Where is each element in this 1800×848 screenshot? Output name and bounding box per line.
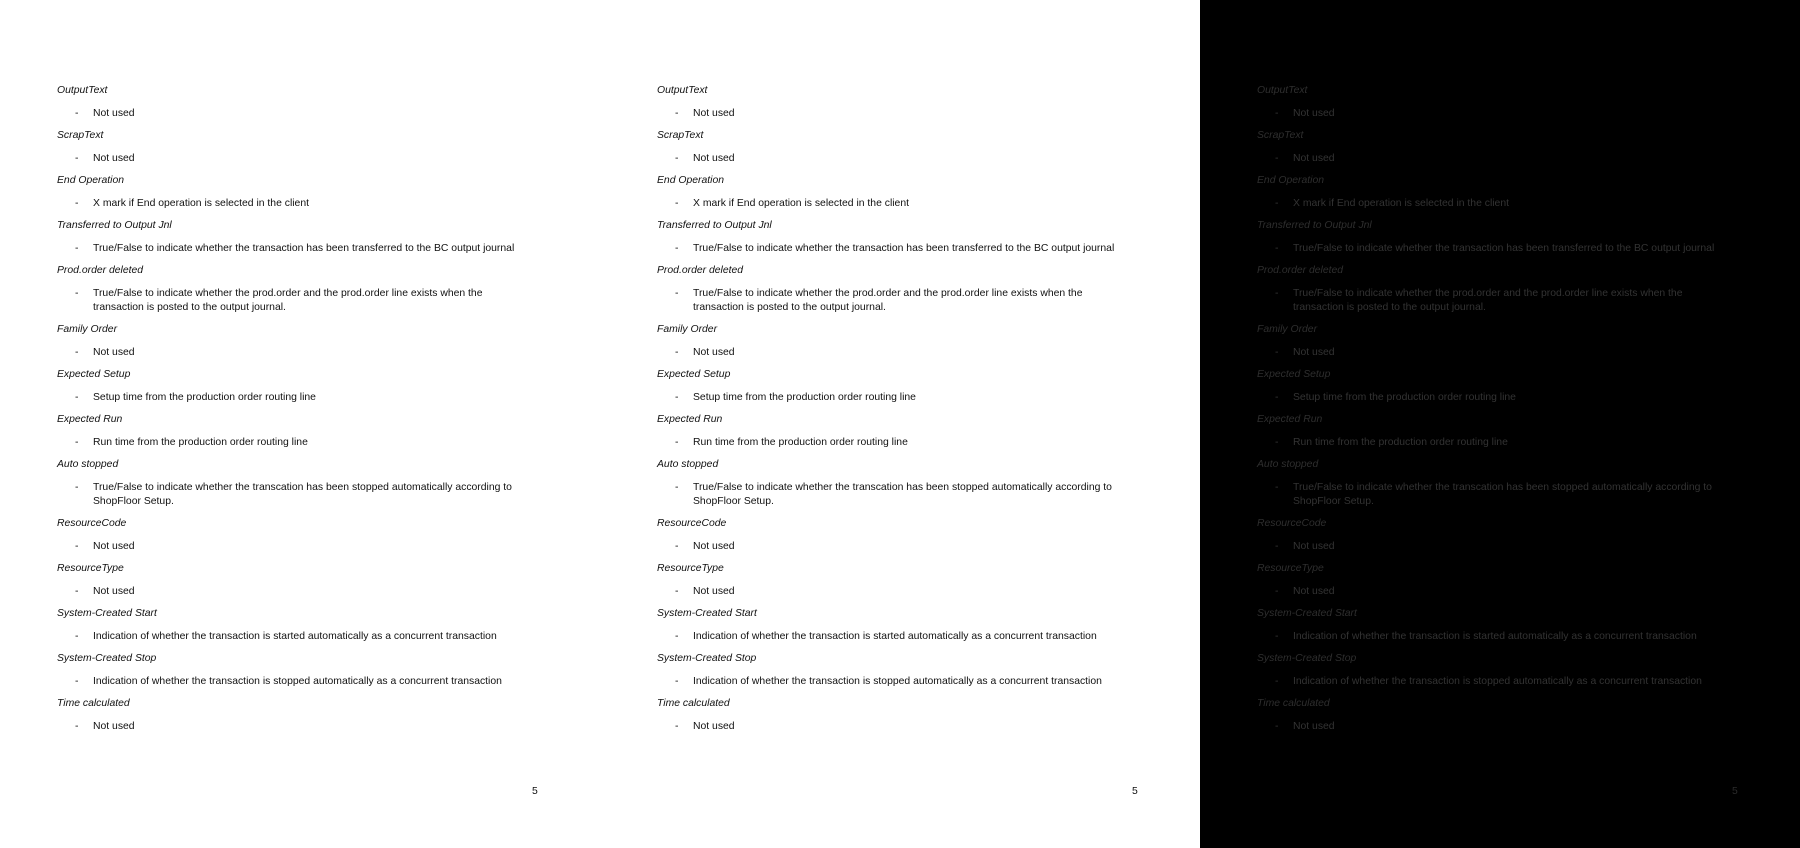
definition-entry: [657, 697, 1157, 734]
definition-entry: [657, 264, 1157, 315]
definition-term: System-Created Stop: [57, 653, 157, 664]
description-text: Not used: [1293, 585, 1335, 597]
description-text: Setup time from the production order routing line: [1293, 391, 1516, 403]
definition-description: [57, 630, 533, 644]
definition-description: [657, 720, 1133, 734]
definition-description: [1257, 346, 1733, 360]
definition-description: [57, 346, 533, 360]
dash-bullet: -: [675, 346, 679, 358]
description-text: True/False to indicate whether the transcation has been stopped automatically according to ShopFloor Setup.: [93, 481, 512, 507]
definition-term: System-Created Start: [657, 608, 757, 619]
description-text: True/False to indicate whether the prod.order and the prod.order line exists when the transaction is posted to the output journal.: [1293, 287, 1683, 313]
definition-description: [657, 481, 1133, 509]
description-text: Run time from the production order routing line: [1293, 436, 1508, 448]
definition-term: Expected Setup: [57, 369, 131, 380]
description-text: True/False to indicate whether the transaction has been transferred to the BC output journal: [1293, 242, 1715, 254]
description-text: Not used: [93, 346, 135, 358]
description-text: True/False to indicate whether the transcation has been stopped automatically according to ShopFloor Setup.: [693, 481, 1112, 507]
dash-bullet: -: [1275, 107, 1279, 119]
definition-term: Expected Setup: [657, 369, 731, 380]
definition-entry: [657, 413, 1157, 450]
definition-entry: [57, 562, 557, 599]
description-text: True/False to indicate whether the transcation has been stopped automatically according to ShopFloor Setup.: [1293, 481, 1712, 507]
definition-term: Transferred to Output Jnl: [657, 220, 772, 231]
dash-bullet: -: [75, 675, 79, 687]
definition-description: [57, 391, 533, 405]
dash-bullet: -: [75, 152, 79, 164]
description-text: X mark if End operation is selected in the client: [693, 197, 910, 209]
definition-description: [657, 585, 1133, 599]
definition-entry: [657, 458, 1157, 509]
definition-term: ResourceType: [1257, 563, 1324, 574]
dash-bullet: -: [75, 436, 79, 448]
definition-description: [57, 287, 533, 315]
definition-term: System-Created Stop: [1257, 653, 1357, 664]
dash-bullet: -: [1275, 436, 1279, 448]
definition-term: End Operation: [57, 175, 125, 186]
description-text: Indication of whether the transaction is started automatically as a concurrent transaction: [93, 630, 497, 642]
definition-term: Auto stopped: [1257, 459, 1319, 470]
definition-entry: [657, 129, 1157, 166]
definition-entry: [1257, 174, 1757, 211]
definition-entry: [1257, 264, 1757, 315]
definition-entry: [657, 174, 1157, 211]
description-text: Not used: [693, 720, 735, 732]
definition-description: [657, 242, 1133, 256]
description-text: Run time from the production order routing line: [693, 436, 908, 448]
dash-bullet: -: [675, 287, 679, 299]
definition-term: ResourceCode: [1257, 518, 1327, 529]
definition-entry: [1257, 368, 1757, 405]
definition-description: [657, 107, 1133, 121]
dash-bullet: -: [675, 540, 679, 552]
dash-bullet: -: [75, 481, 79, 493]
dash-bullet: -: [1275, 346, 1279, 358]
definition-entry: [1257, 517, 1757, 554]
definition-entry: [1257, 413, 1757, 450]
definition-entry: [57, 219, 557, 256]
definition-description: [57, 481, 533, 509]
dash-bullet: -: [1275, 675, 1279, 687]
definition-term: ScrapText: [1257, 130, 1304, 141]
dash-bullet: -: [675, 481, 679, 493]
definition-entry: [57, 697, 557, 734]
definition-term: System-Created Start: [57, 608, 157, 619]
dash-bullet: -: [75, 720, 79, 732]
definition-description: [657, 287, 1133, 315]
description-text: Indication of whether the transaction is stopped automatically as a concurrent transaction: [1293, 675, 1702, 687]
definition-term: ResourceCode: [57, 518, 127, 529]
description-text: Not used: [693, 540, 735, 552]
definition-entry: [57, 413, 557, 450]
definition-description: [57, 540, 533, 554]
description-text: Not used: [693, 585, 735, 597]
definition-description: [1257, 197, 1733, 211]
definition-term: Time calculated: [57, 698, 130, 709]
definition-term: Family Order: [657, 324, 718, 335]
page-number: 5: [1732, 786, 1738, 797]
definition-description: [657, 675, 1133, 689]
definition-term: Time calculated: [1257, 698, 1330, 709]
description-text: Setup time from the production order routing line: [693, 391, 916, 403]
dash-bullet: -: [675, 391, 679, 403]
definition-description: [57, 197, 533, 211]
definition-description: [657, 540, 1133, 554]
definition-entry: [1257, 607, 1757, 644]
definition-list: [1257, 84, 1757, 742]
dash-bullet: -: [1275, 391, 1279, 403]
definition-entry: [657, 607, 1157, 644]
description-text: Not used: [1293, 540, 1335, 552]
definition-description: [657, 152, 1133, 166]
description-text: Not used: [693, 152, 735, 164]
definition-term: Expected Run: [57, 414, 123, 425]
definition-entry: [1257, 323, 1757, 360]
definition-term: OutputText: [657, 85, 708, 96]
description-text: Not used: [1293, 152, 1335, 164]
definition-description: [1257, 152, 1733, 166]
dash-bullet: -: [675, 242, 679, 254]
definition-entry: [57, 368, 557, 405]
definition-term: End Operation: [657, 175, 725, 186]
definition-description: [1257, 391, 1733, 405]
definition-term: Auto stopped: [657, 459, 719, 470]
definition-entry: [57, 129, 557, 166]
definition-term: OutputText: [1257, 85, 1308, 96]
definition-term: Time calculated: [657, 698, 730, 709]
description-text: Not used: [93, 585, 135, 597]
description-text: Not used: [93, 540, 135, 552]
definition-term: Prod.order deleted: [57, 265, 144, 276]
description-text: Indication of whether the transaction is started automatically as a concurrent transaction: [693, 630, 1097, 642]
definition-entry: [657, 219, 1157, 256]
definition-entry: [657, 562, 1157, 599]
description-text: Not used: [93, 152, 135, 164]
dash-bullet: -: [1275, 720, 1279, 732]
dash-bullet: -: [675, 720, 679, 732]
definition-description: [57, 152, 533, 166]
dash-bullet: -: [1275, 540, 1279, 552]
definition-term: ResourceCode: [657, 518, 727, 529]
dash-bullet: -: [675, 585, 679, 597]
definition-description: [1257, 107, 1733, 121]
description-text: Run time from the production order routing line: [93, 436, 308, 448]
definition-description: [1257, 675, 1733, 689]
dash-bullet: -: [75, 585, 79, 597]
description-text: Not used: [1293, 107, 1335, 119]
definition-entry: [657, 368, 1157, 405]
dash-bullet: -: [675, 197, 679, 209]
description-text: True/False to indicate whether the prod.order and the prod.order line exists when the transaction is posted to the output journal.: [693, 287, 1083, 313]
definition-term: System-Created Start: [1257, 608, 1357, 619]
definition-description: [1257, 287, 1733, 315]
definition-description: [1257, 436, 1733, 450]
definition-term: Expected Run: [657, 414, 723, 425]
definition-term: Transferred to Output Jnl: [1257, 220, 1372, 231]
definition-entry: [657, 323, 1157, 360]
dash-bullet: -: [1275, 152, 1279, 164]
dash-bullet: -: [1275, 197, 1279, 209]
description-text: Indication of whether the transaction is stopped automatically as a concurrent transaction: [93, 675, 502, 687]
document-page-1: [0, 0, 600, 848]
definition-entry: [57, 607, 557, 644]
definition-list: [57, 84, 557, 742]
definition-description: [57, 107, 533, 121]
page-number: 5: [532, 786, 538, 797]
definition-entry: [657, 652, 1157, 689]
definition-term: Expected Setup: [1257, 369, 1331, 380]
description-text: True/False to indicate whether the transaction has been transferred to the BC output journal: [693, 242, 1115, 254]
definition-description: [657, 391, 1133, 405]
dash-bullet: -: [75, 287, 79, 299]
description-text: Not used: [1293, 720, 1335, 732]
dash-bullet: -: [675, 675, 679, 687]
definition-entry: [57, 174, 557, 211]
definition-description: [657, 197, 1133, 211]
definition-description: [657, 346, 1133, 360]
dash-bullet: -: [1275, 287, 1279, 299]
definition-entry: [57, 84, 557, 121]
definition-description: [1257, 630, 1733, 644]
definition-entry: [57, 323, 557, 360]
description-text: Not used: [93, 107, 135, 119]
definition-entry: [657, 517, 1157, 554]
definition-entry: [57, 517, 557, 554]
definition-description: [57, 585, 533, 599]
description-text: Not used: [1293, 346, 1335, 358]
dash-bullet: -: [75, 630, 79, 642]
definition-entry: [1257, 219, 1757, 256]
dash-bullet: -: [1275, 585, 1279, 597]
definition-entry: [1257, 458, 1757, 509]
definition-description: [657, 436, 1133, 450]
description-text: X mark if End operation is selected in the client: [93, 197, 310, 209]
dash-bullet: -: [75, 391, 79, 403]
description-text: Indication of whether the transaction is stopped automatically as a concurrent transaction: [693, 675, 1102, 687]
definition-entry: [657, 84, 1157, 121]
description-text: Setup time from the production order routing line: [93, 391, 316, 403]
definition-description: [657, 630, 1133, 644]
definition-term: ResourceType: [57, 563, 124, 574]
definition-term: OutputText: [57, 85, 108, 96]
document-page-3-inverted: [1200, 0, 1800, 848]
document-page-2: [600, 0, 1200, 848]
definition-term: Expected Run: [1257, 414, 1323, 425]
definition-description: [57, 242, 533, 256]
definition-term: ScrapText: [657, 130, 704, 141]
definition-entry: [57, 264, 557, 315]
definition-description: [57, 720, 533, 734]
description-text: True/False to indicate whether the prod.order and the prod.order line exists when the transaction is posted to the output journal.: [93, 287, 483, 313]
definition-entry: [57, 652, 557, 689]
dash-bullet: -: [75, 197, 79, 209]
dash-bullet: -: [75, 107, 79, 119]
page-number: 5: [1132, 786, 1138, 797]
definition-term: Prod.order deleted: [1257, 265, 1344, 276]
description-text: Not used: [93, 720, 135, 732]
definition-term: ResourceType: [657, 563, 724, 574]
description-text: X mark if End operation is selected in the client: [1293, 197, 1510, 209]
description-text: Not used: [693, 107, 735, 119]
dash-bullet: -: [1275, 630, 1279, 642]
definition-entry: [1257, 652, 1757, 689]
dash-bullet: -: [675, 630, 679, 642]
definition-description: [1257, 720, 1733, 734]
description-text: Not used: [693, 346, 735, 358]
definition-entry: [1257, 697, 1757, 734]
dash-bullet: -: [675, 436, 679, 448]
dash-bullet: -: [75, 346, 79, 358]
definition-entry: [1257, 562, 1757, 599]
definition-entry: [1257, 129, 1757, 166]
definition-entry: [1257, 84, 1757, 121]
definition-list: [657, 84, 1157, 742]
definition-term: System-Created Stop: [657, 653, 757, 664]
dash-bullet: -: [75, 540, 79, 552]
description-text: True/False to indicate whether the transaction has been transferred to the BC output journal: [93, 242, 515, 254]
dash-bullet: -: [75, 242, 79, 254]
definition-term: Transferred to Output Jnl: [57, 220, 172, 231]
definition-description: [1257, 481, 1733, 509]
dash-bullet: -: [1275, 481, 1279, 493]
definition-term: ScrapText: [57, 130, 104, 141]
definition-term: Prod.order deleted: [657, 265, 744, 276]
dash-bullet: -: [675, 107, 679, 119]
definition-description: [1257, 242, 1733, 256]
definition-term: Auto stopped: [57, 459, 119, 470]
definition-description: [57, 675, 533, 689]
definition-description: [57, 436, 533, 450]
description-text: Indication of whether the transaction is started automatically as a concurrent transaction: [1293, 630, 1697, 642]
definition-term: End Operation: [1257, 175, 1325, 186]
definition-description: [1257, 540, 1733, 554]
dash-bullet: -: [1275, 242, 1279, 254]
definition-term: Family Order: [1257, 324, 1318, 335]
definition-term: Family Order: [57, 324, 118, 335]
definition-description: [1257, 585, 1733, 599]
dash-bullet: -: [675, 152, 679, 164]
definition-entry: [57, 458, 557, 509]
